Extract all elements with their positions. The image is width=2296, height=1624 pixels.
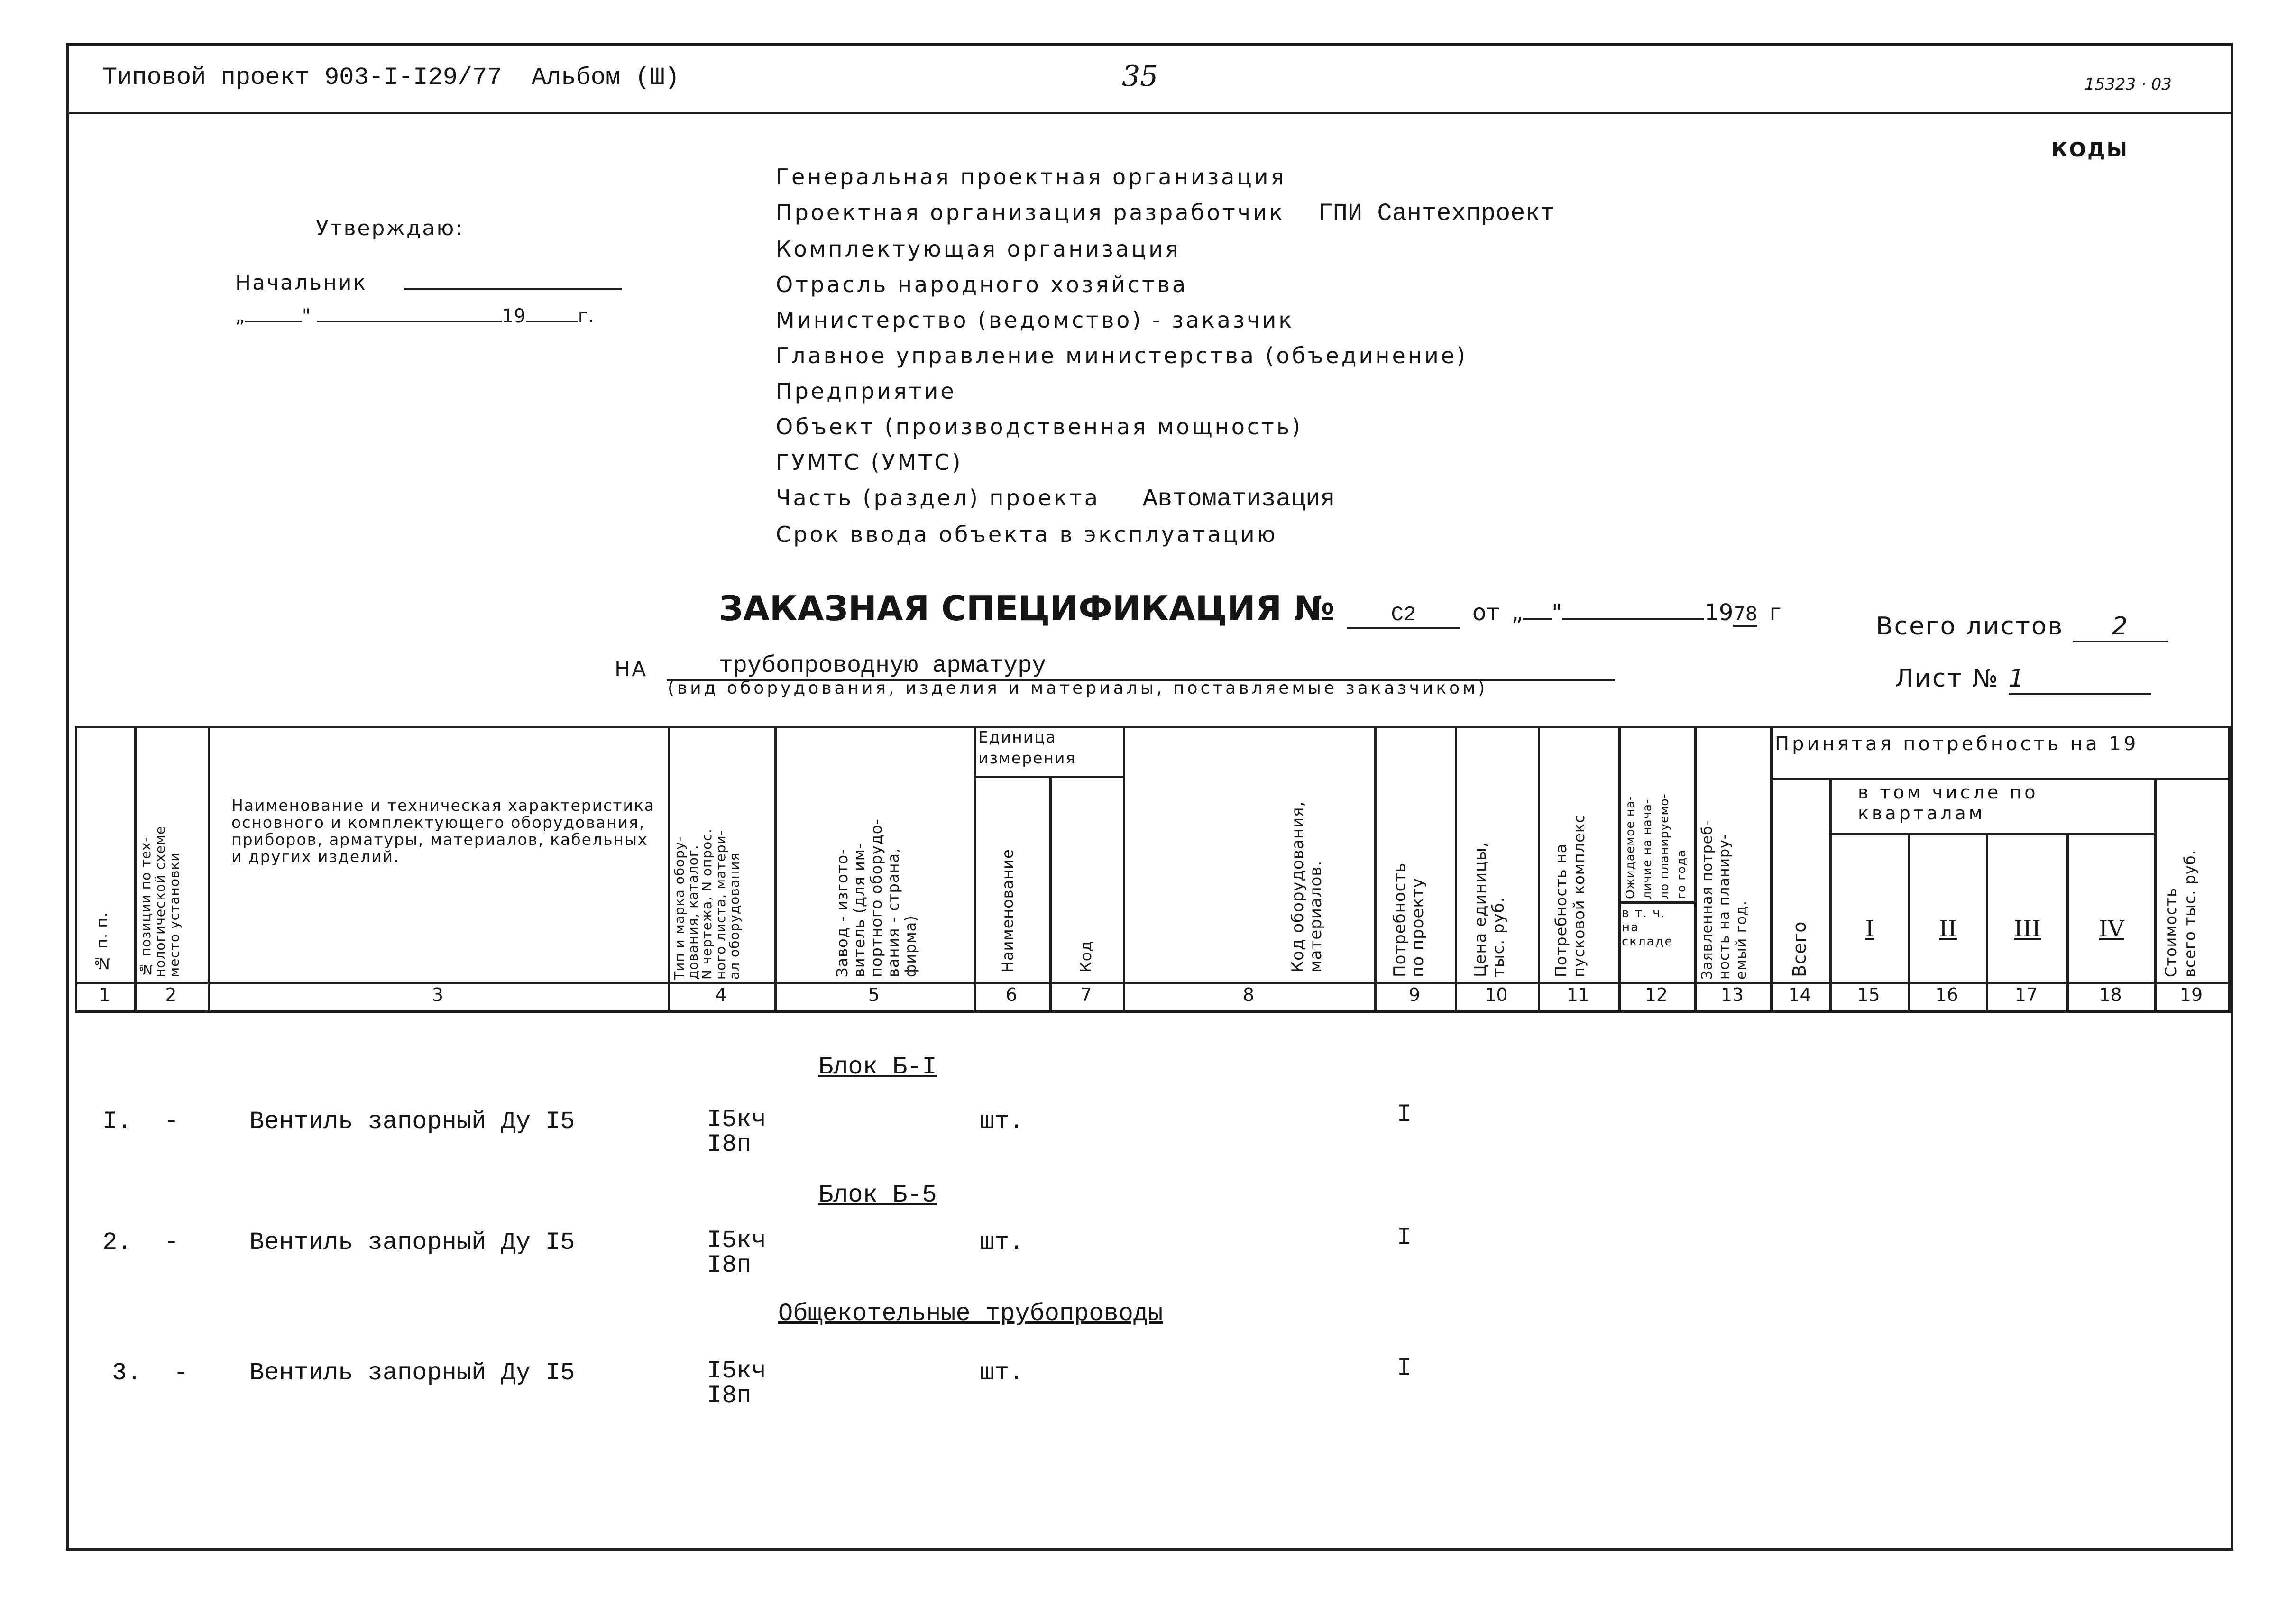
- chief-signature-line: [404, 286, 622, 290]
- row-qty: I: [1397, 1354, 1412, 1382]
- grid-line: [1123, 726, 1125, 1010]
- row-name: Вентиль запорный Ду I5: [249, 1108, 575, 1136]
- quarters-group-header: в том числе по кварталам: [1858, 782, 2039, 824]
- col-7-header: Код: [1077, 940, 1095, 973]
- day-line: [245, 319, 302, 322]
- supplier-org: Комплектующая организация: [776, 236, 1181, 262]
- year-line: [526, 319, 578, 322]
- grid-line: [974, 726, 976, 1010]
- grid-line: [208, 726, 210, 1010]
- grid-line: [974, 776, 1123, 778]
- total-sheets: [1876, 612, 2168, 642]
- col-number: 11: [1566, 984, 1590, 1005]
- grid-line: [774, 726, 777, 1010]
- codes-label: КОДЫ: [2051, 138, 2129, 161]
- col-number: 18: [2099, 984, 2122, 1005]
- col-number: 6: [1005, 984, 1018, 1005]
- total-sheets-label: Всего листов: [1876, 612, 2064, 641]
- ministry: Министерство (ведомство) - заказчик: [776, 307, 1295, 333]
- from-label: от: [1472, 599, 1500, 626]
- row-unit: шт.: [980, 1229, 1024, 1257]
- general-org: Генеральная проектная организация: [776, 164, 1286, 190]
- title-day-line: [1523, 616, 1552, 620]
- header-divider: [69, 112, 2231, 114]
- col-number: 4: [715, 984, 727, 1005]
- chief-text: Начальник: [235, 271, 367, 295]
- sheet-code: 15323 · 03: [2085, 75, 2172, 94]
- row-name: Вентиль запорный Ду I5: [249, 1229, 575, 1257]
- page-number: 35: [1122, 60, 1158, 93]
- approval-year-suffix: г.: [578, 305, 594, 327]
- grid-line: [1770, 778, 2231, 780]
- approval-year: 19: [501, 305, 526, 327]
- na-label: НА: [615, 657, 648, 681]
- col-4-header: Тип и марка обору- дования, каталог. N чертежа, N опрос. ного листа, матери- ал оборудования: [671, 828, 742, 980]
- sheet-number-label: Лист №: [1895, 664, 2000, 693]
- header-project: [102, 64, 680, 92]
- gumts: ГУМТС (УМТС): [776, 450, 963, 475]
- row-qty: I: [1397, 1224, 1412, 1252]
- spec-number: С2: [1347, 603, 1460, 629]
- col-19-header: Стоимость всего тыс. руб.: [2162, 850, 2199, 977]
- row-qty: I: [1397, 1101, 1412, 1129]
- date-close-quote: ": [302, 305, 311, 327]
- col-8-header: Код оборудования, материалов.: [1288, 801, 1325, 973]
- col-number: 14: [1788, 984, 1811, 1005]
- section-title: Общекотельные трубопроводы: [778, 1300, 1163, 1328]
- designer-value: ГПИ Сантехпроект: [1318, 200, 1555, 228]
- row-position: -: [174, 1359, 189, 1387]
- col-6-header: Наименование: [999, 849, 1017, 973]
- row-type-2: I8п: [707, 1251, 752, 1279]
- col-number: 17: [2014, 984, 2038, 1005]
- col-13-header: Заявленная потреб- ность на планиру- емый год.: [1699, 820, 1750, 980]
- col-5-header: Завод - изгото- витель (для им- портного оборудо- вания - страна, фирма): [833, 818, 919, 977]
- spec-subject: [667, 652, 1615, 681]
- row-type-2: I8п: [707, 1130, 752, 1158]
- col-number: 19: [2179, 984, 2203, 1005]
- row-unit: шт.: [980, 1108, 1024, 1136]
- chief-label: [235, 271, 622, 295]
- date-open-quote: „: [235, 305, 245, 327]
- spec-subject-text: трубопроводную арматуру: [719, 652, 1047, 679]
- col-number: 3: [432, 984, 444, 1005]
- col-number: 9: [1408, 984, 1421, 1005]
- col-12a-header: Ожидаемое на- личие на нача- ло планируемо- го года: [1623, 793, 1688, 899]
- album-label: Альбом (Ш): [531, 64, 680, 92]
- grid-line: [1694, 726, 1697, 1010]
- row-name: Вентиль запорный Ду I5: [249, 1359, 575, 1387]
- col-number: 8: [1242, 984, 1255, 1005]
- grid-line: [2154, 778, 2157, 1010]
- part-value: Автоматизация: [1142, 485, 1335, 513]
- grid-line: [1618, 726, 1621, 1010]
- row-type-1: I5кч: [707, 1357, 766, 1385]
- col-number: 15: [1857, 984, 1880, 1005]
- grid-line: [75, 726, 77, 1010]
- grid-line: [1455, 726, 1457, 1010]
- row-position: -: [164, 1229, 179, 1257]
- grid-line: [2228, 726, 2231, 1010]
- q4-header: IV: [2099, 916, 2124, 942]
- project-part: Часть (раздел) проекта Автоматизация: [776, 485, 1335, 513]
- document-sheet: [66, 43, 2233, 1551]
- col-9-header: Потребность по проекту: [1390, 862, 1427, 977]
- title-month-line: [1562, 616, 1704, 620]
- q3-header: III: [2014, 916, 2041, 942]
- q1-header: I: [1865, 916, 1874, 942]
- col-number: 5: [868, 984, 880, 1005]
- main-department: Главное управление министерства (объединение): [776, 343, 1468, 368]
- row-number: 3.: [112, 1359, 142, 1387]
- section-title: Блок Б-5: [818, 1181, 937, 1209]
- title-year: 78: [1733, 603, 1757, 627]
- grid-line: [75, 726, 2231, 728]
- row-number: 2.: [102, 1229, 132, 1257]
- section-title: Блок Б-I: [818, 1053, 937, 1081]
- unit-group-header: Единица измерения: [978, 728, 1076, 767]
- industry: Отрасль народного хозяйства: [776, 272, 1188, 297]
- col-1-header: № п. п.: [93, 912, 111, 973]
- col-3-header: Наименование и техническая характеристика основного и комплектующего оборудования, приборов, арматуры, материалов, кабельных и других изделий.: [231, 796, 655, 866]
- col-number: 16: [1935, 984, 1958, 1005]
- col-14-header: Всего: [1789, 921, 1810, 977]
- grid-line: [1538, 726, 1540, 1010]
- subject-hint: (вид оборудования, изделия и материалы, поставляемые заказчиком): [668, 679, 1488, 698]
- col-number: 2: [165, 984, 177, 1005]
- approve-label: Утверждаю:: [316, 216, 464, 240]
- row-type-2: I8п: [707, 1382, 752, 1410]
- grid-line: [75, 1010, 2231, 1013]
- spec-title-text: ЗАКАЗНАЯ СПЕЦИФИКАЦИЯ №: [719, 588, 1335, 628]
- sheet-number-value: 1: [2009, 664, 2151, 695]
- row-unit: шт.: [980, 1359, 1024, 1387]
- q2-header: II: [1939, 916, 1957, 942]
- total-sheets-value: 2: [2073, 612, 2168, 642]
- row-type: [707, 1359, 766, 1408]
- grid-line: [1829, 833, 2154, 835]
- col-number: 1: [99, 984, 110, 1005]
- col-10-header: Цена единицы, тыс. руб.: [1471, 842, 1508, 977]
- designer-org: Проектная организация разработчик ГПИ Сантехпроект: [776, 200, 1555, 228]
- organization-block: [776, 159, 1555, 552]
- col-number: 12: [1644, 984, 1668, 1005]
- grid-line: [134, 726, 137, 1010]
- project-code: Типовой проект 903-I-I29/77: [102, 64, 502, 92]
- title-open-quote: „: [1511, 599, 1524, 626]
- row-type-1: I5кч: [707, 1227, 766, 1255]
- grid-line: [1829, 778, 1832, 1010]
- row-type-1: I5кч: [707, 1106, 766, 1134]
- col-number: 7: [1080, 984, 1092, 1005]
- row-type: [707, 1108, 766, 1157]
- sheet-number: [1895, 664, 2151, 695]
- object: Объект (производственная мощность): [776, 414, 1303, 440]
- grid-line: [1618, 901, 1694, 904]
- title-close-quote: ": [1552, 599, 1562, 626]
- accepted-header: Принятая потребность на 19: [1775, 733, 2139, 755]
- spec-title: [719, 588, 1782, 629]
- col-number: 10: [1485, 984, 1508, 1005]
- grid-line: [1374, 726, 1377, 1010]
- row-position: -: [164, 1108, 179, 1136]
- grid-line: [1770, 726, 1773, 1010]
- grid-line: [1049, 776, 1052, 1010]
- commissioning-term: Срок ввода объекта в эксплуатацию: [776, 522, 1278, 547]
- month-line: [317, 319, 502, 322]
- title-year-suffix: г: [1769, 599, 1782, 626]
- col-12b-header: в т. ч. на складе: [1622, 906, 1673, 949]
- col-2-header: № позиции по тех- нологической схеме место установки: [138, 826, 182, 977]
- col-number: 13: [1720, 984, 1744, 1005]
- spec-table-header: [75, 726, 2231, 1048]
- row-type: [707, 1229, 766, 1278]
- col-11-header: Потребность на пусковой комплекс: [1552, 814, 1588, 977]
- enterprise: Предприятие: [776, 378, 956, 404]
- grid-line: [668, 726, 670, 1010]
- approval-date: [235, 305, 594, 327]
- title-year-prefix: 19: [1704, 599, 1734, 626]
- row-number: I.: [102, 1108, 132, 1136]
